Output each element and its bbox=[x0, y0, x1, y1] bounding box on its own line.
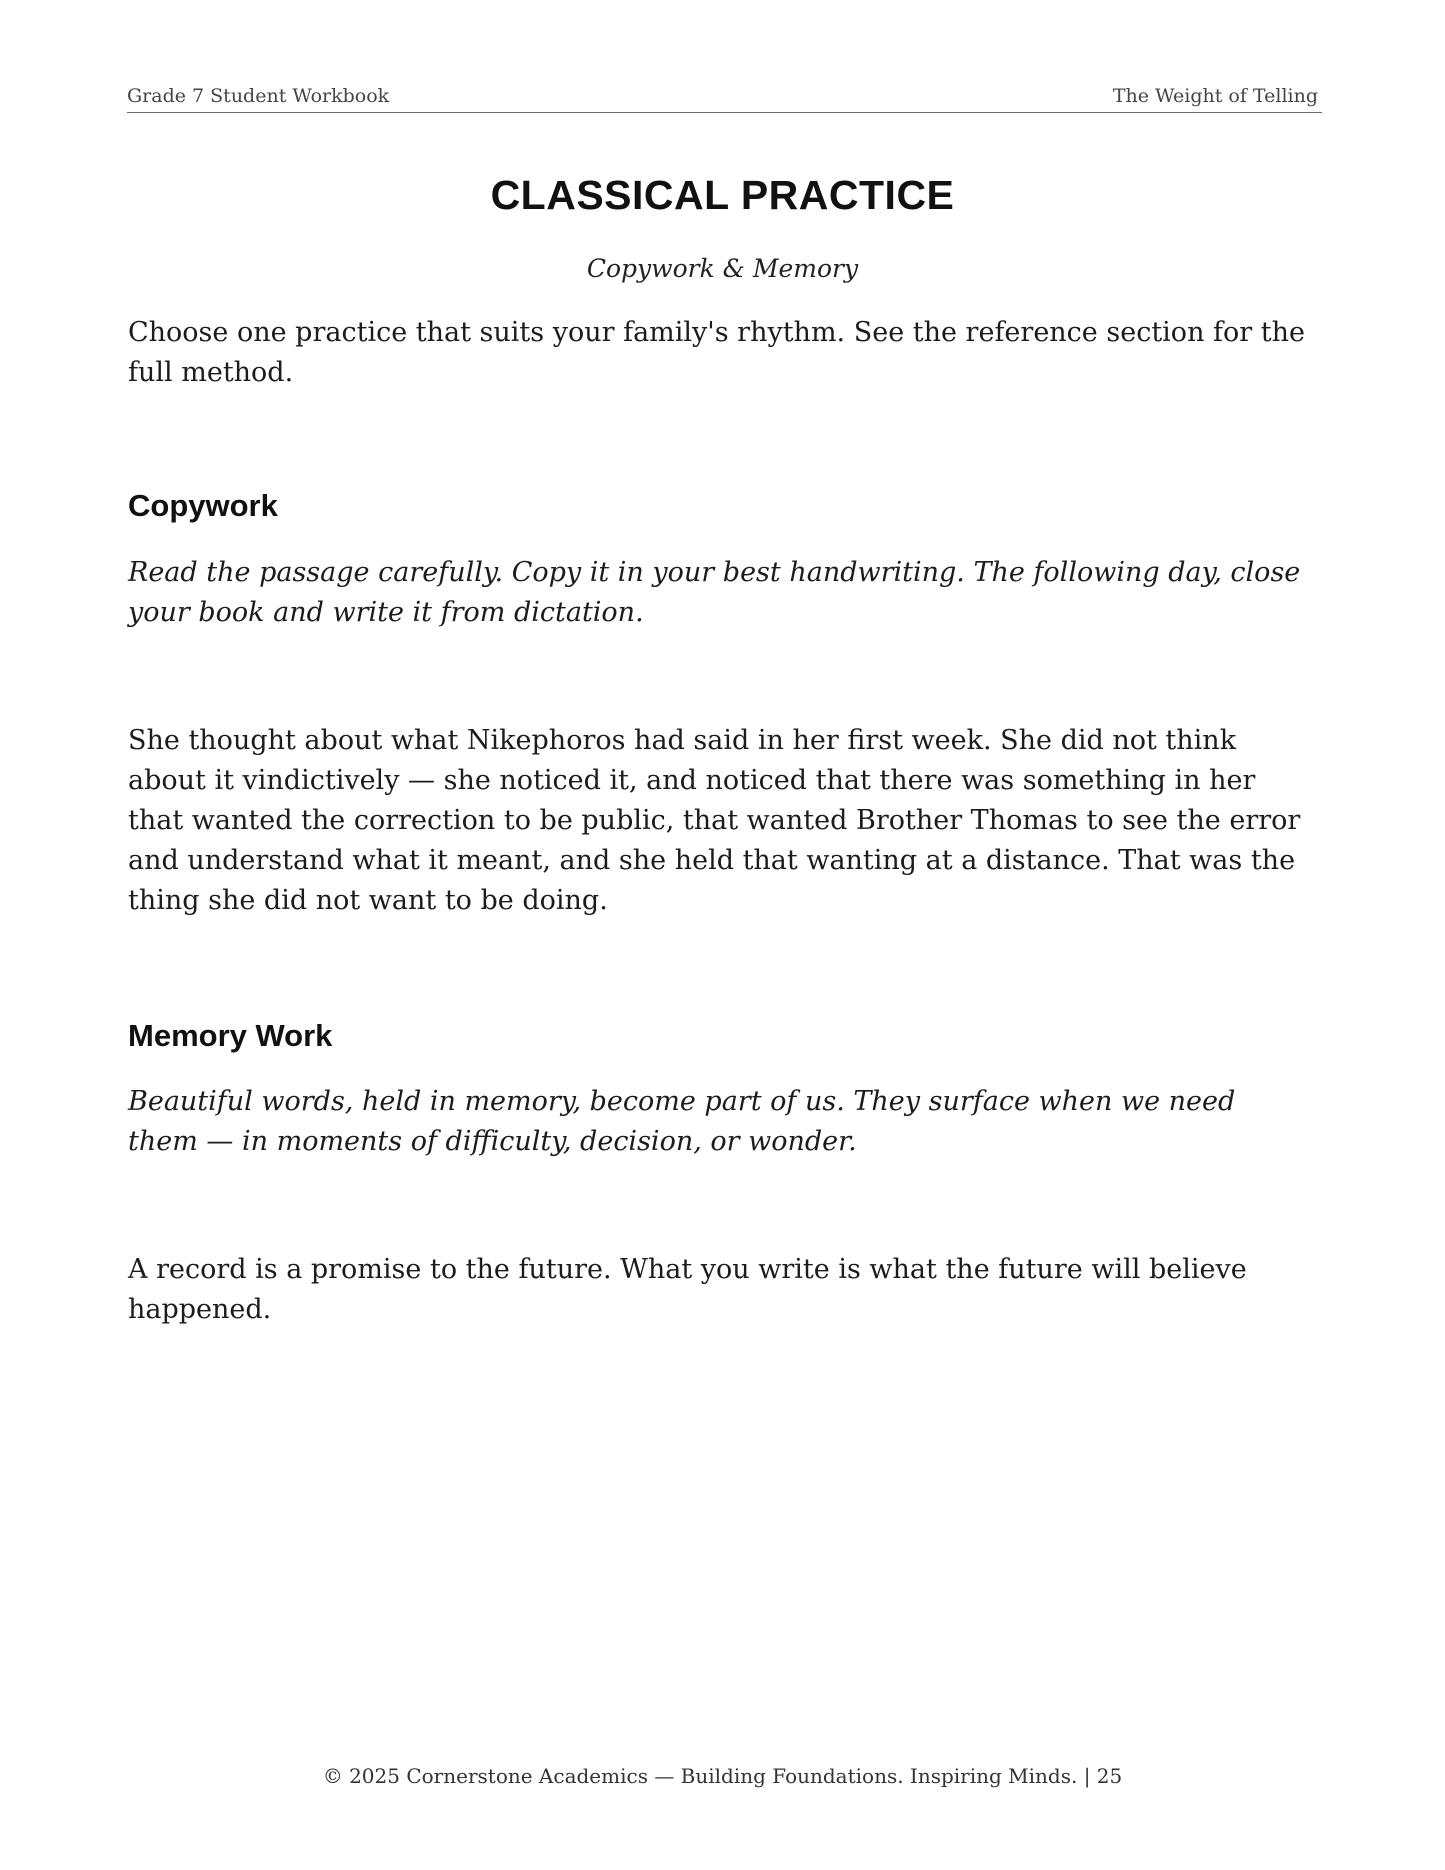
copywork-heading: Copywork bbox=[128, 488, 278, 523]
copywork-passage: She thought about what Nikephoros had said in her first week. She did not think about it vindictively — she noticed it, and noticed that there was something in her that wanted the correction to be public, that wanted Brother Thomas to see the error and understand what it meant, and she held that wanting at a distance. That was the thing she did not want to be doing. bbox=[128, 725, 1301, 916]
page-subtitle: Copywork & Memory bbox=[586, 254, 859, 283]
page-footer: © 2025 Cornerstone Academics — Building Foundations. Inspiring Minds. | 25 bbox=[322, 1764, 1123, 1788]
memory-work-passage: A record is a promise to the future. What you write is what the future will believe happened. bbox=[128, 1254, 1247, 1325]
header-workbook-label: Grade 7 Student Workbook bbox=[127, 85, 390, 107]
running-header bbox=[127, 82, 1322, 113]
copywork-instructions: Read the passage carefully. Copy it in your best handwriting. The following day, close your book and write it from dictation. bbox=[128, 557, 1301, 628]
page-title: CLASSICAL PRACTICE bbox=[490, 172, 955, 218]
memory-work-instructions: Beautiful words, held in memory, become part of us. They surface when we need them — in moments of difficulty, decision, or wonder. bbox=[128, 1086, 1236, 1157]
header-book-title: The Weight of Telling bbox=[1112, 85, 1318, 107]
memory-work-heading: Memory Work bbox=[128, 1018, 333, 1053]
intro-paragraph: Choose one practice that suits your family's rhythm. See the reference section for the full method. bbox=[128, 317, 1305, 388]
